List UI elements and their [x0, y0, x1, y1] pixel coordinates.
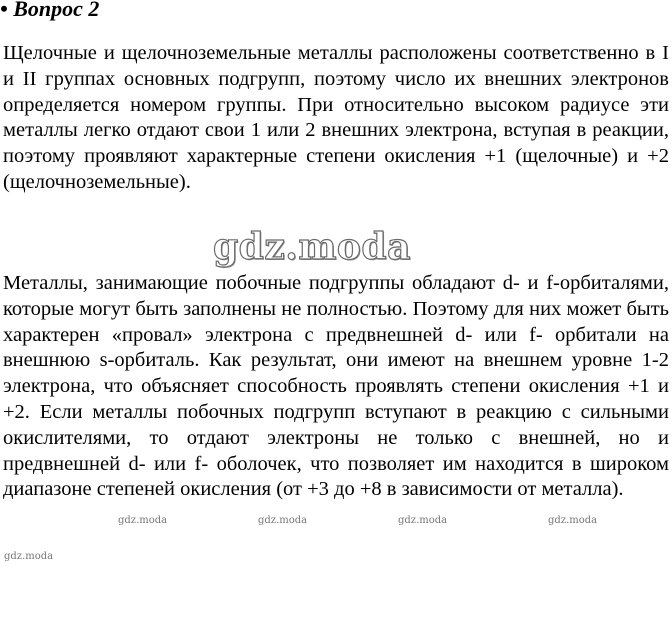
watermark-small: gdz.moda — [548, 515, 598, 526]
watermark-small: gdz.moda — [258, 515, 308, 526]
watermark-logo: gdz.moda — [213, 226, 411, 268]
paragraph-2: Металлы, занимающие побочные подгруппы обладают d- и f-орбиталями, которые могут быть заполнены не полностью. Поэтому для них может быть характерен «провал» электрона с предвнешней d- или f- орбитали на внешнюю s-орбиталь. Как результат, они имеют на внешнем уровне 1-2 электрона, что объясняет способность проявлять степени окисления +1 и +2. Если металлы побочных подгрупп вступают в реакцию с сильными окислителями, то отдают электроны не только с внешней, но и предвнешней d- или f- оболочек, что позволяет им находится в широком диапазоне степеней окисления (от +3 до +8 в зависимости от металла). — [3, 272, 669, 501]
watermark-small: gdz.moda — [398, 515, 448, 526]
question-heading: • Вопрос 2 — [0, 0, 100, 21]
watermark-small: gdz.moda — [118, 515, 168, 526]
watermark-small: gdz.moda — [4, 551, 54, 562]
paragraph-1: Щелочные и щелочноземельные металлы расположены соответственно в I и II группах основных подгрупп, поэтому число их внешних электронов определяется номером группы. При относительно высоком радиусе эти металлы легко отдают свои 1 или 2 внешних электрона, вступая в реакции, поэтому проявляют характерные степени окисления +1 (щелочные) и +2 (щелочноземельные). — [3, 42, 669, 193]
